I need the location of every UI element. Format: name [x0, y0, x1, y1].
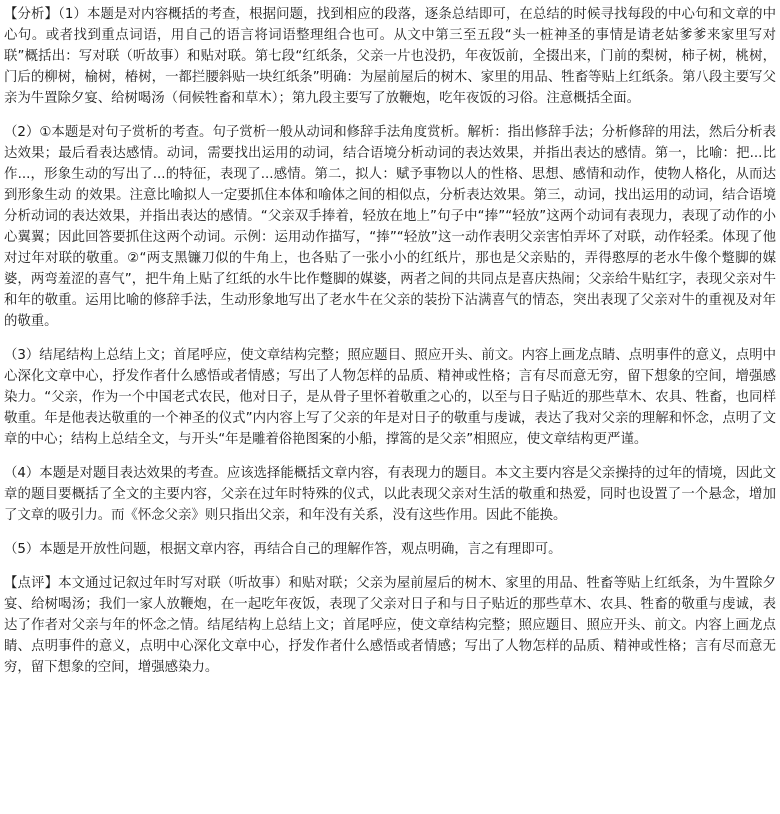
analysis-part-4: （4）本题是对题目表达效果的考查。应该选择能概括文章内容，有表现力的题目。本文主要内容是父亲操持的过年的情境，因此文章的题目要概括了全文的主要内容，父亲在过年时特殊的仪式，以此表现父亲对生活的敬重和热爱，同时也设置了一个悬念，增加了文章的吸引力。而《怀念父亲》则只指出父亲，和年没有关系，没有这些作用。因此不能换。 [4, 466, 776, 523]
commentary: 【点评】本文通过记叙过年时写对联（听故事）和贴对联；父亲为屋前屋后的树木、家里的用品、牲畜等贴上红纸条，为牛置除夕宴、给树喝汤；我们一家人放鞭炮，在一起吃年夜饭，表现了父亲对日子和与日子贴近的那些草木、农具、牲畜的敬重与虔诚，表达了作者对父亲与年的怀念之情。结尾结构上总结上文；首尾呼应，使文章结构完整；照应题目、照应开头、前文。内容上画龙点睛、点明事件的意义，点明中心深化文章中心，抒发作者什么感悟或者情感；写出了人物怎样的品质、精神或性格；言有尽而意无穷，留下想象的空间，增强感染力。 [4, 576, 776, 675]
analysis-part-2: （2）①本题是对句子赏析的考查。句子赏析一般从动词和修辞手法角度赏析。解析：指出修辞手法；分析修辞的用法，然后分析表达效果；最后看表达感情。动词，需要找出运用的动词，结合语境分析动词的表达效果，并指出表达的感情。第一，比喻：把...比作...，形象生动的写出了...的特征，表现了...感情。第二，拟人：赋予事物以人的性格、思想、感情和动作，使物人格化，从而达到形象生动 的效果。注意比喻拟人一定要抓住本体和喻体之间的相似点，分析表达效果。第三，动词，找出运用的动词，结合语境分析动词的表达效果，并指出表达的感情。“父亲双手捧着，轻放在地上”句子中“捧”“轻放”这两个动词有表现力，表现了动作的小心翼翼；因此回答要抓住这两个动词。示例：运用动作描写，“捧”“轻放”这一动作表明父亲害怕弄坏了对联，动作轻柔。体现了他对过年对联的敬重。②“两支黑镰刀似的牛角上，也各贴了一张小小的红纸片，那也是父亲贴的，弄得憨厚的老水牛像个蹩脚的媒婆，两弯羞涩的喜气”，把牛角上贴了红纸的水牛比作蹩脚的媒婆，两者之间的共同点是喜庆热闹；父亲给牛贴红字，表现父亲对牛和年的敬重。运用比喻的修辞手法，生动形象地写出了老水牛在父亲的装扮下沾满喜气的情态，突出表现了父亲对牛的重视及对年的敬重。 [4, 125, 776, 329]
analysis-part-5: （5）本题是开放性问题，根据文章内容，再结合自己的理解作答，观点明确，言之有理即可。 [4, 542, 562, 557]
analysis-part-1: 【分析】（1）本题是对内容概括的考查，根据问题，找到相应的段落，逐条总结即可，在总结的时候寻找每段的中心句和文章的中心句。或者找到重点词语，用自己的语言将词语整理组合也可。从文中第三至五段“头一桩神圣的事情是请老姑爹爹来家里写对联”概括出：写对联（听故事）和贴对联。第七段“红纸条，父亲一片也没扔，年夜饭前，全掇出来，门前的梨树，柿子树，桃树，门后的柳树，榆树，椿树，一都拦腰斜贴一块红纸条”明确：为屋前屋后的树木、家里的用品、牲畜等贴上红纸条。第八段主要写父亲为牛置除夕宴、给树喝汤（伺候牲畜和草木）；第九段主要写了放鞭炮，吃年夜饭的习俗。注意概括全面。 [4, 7, 776, 106]
analysis-part-3: （3）结尾结构上总结上文；首尾呼应，使文章结构完整；照应题目、照应开头、前文。内容上画龙点睛、点明事件的意义，点明中心深化文章中心，抒发作者什么感悟或者情感；写出了人物怎样的品质、精神或性格；言有尽而意无穷，留下想象的空间，增强感染力。“父亲，作为一个中国老式农民，他对日子，是从骨子里怀着敬重之心的，以至与日子贴近的那些草木、农具、牲畜，也同样敬重。年是他表达敬重的一个神圣的仪式”内内容上写了父亲的年是对日子的敬重与虔诚，表达了我对父亲的理解和怀念，点明了文章的中心；结构上总结全文，与开头“年是雕着俗艳图案的小船，撑篙的是父亲”相照应，使文章结构更严谨。 [4, 348, 776, 447]
